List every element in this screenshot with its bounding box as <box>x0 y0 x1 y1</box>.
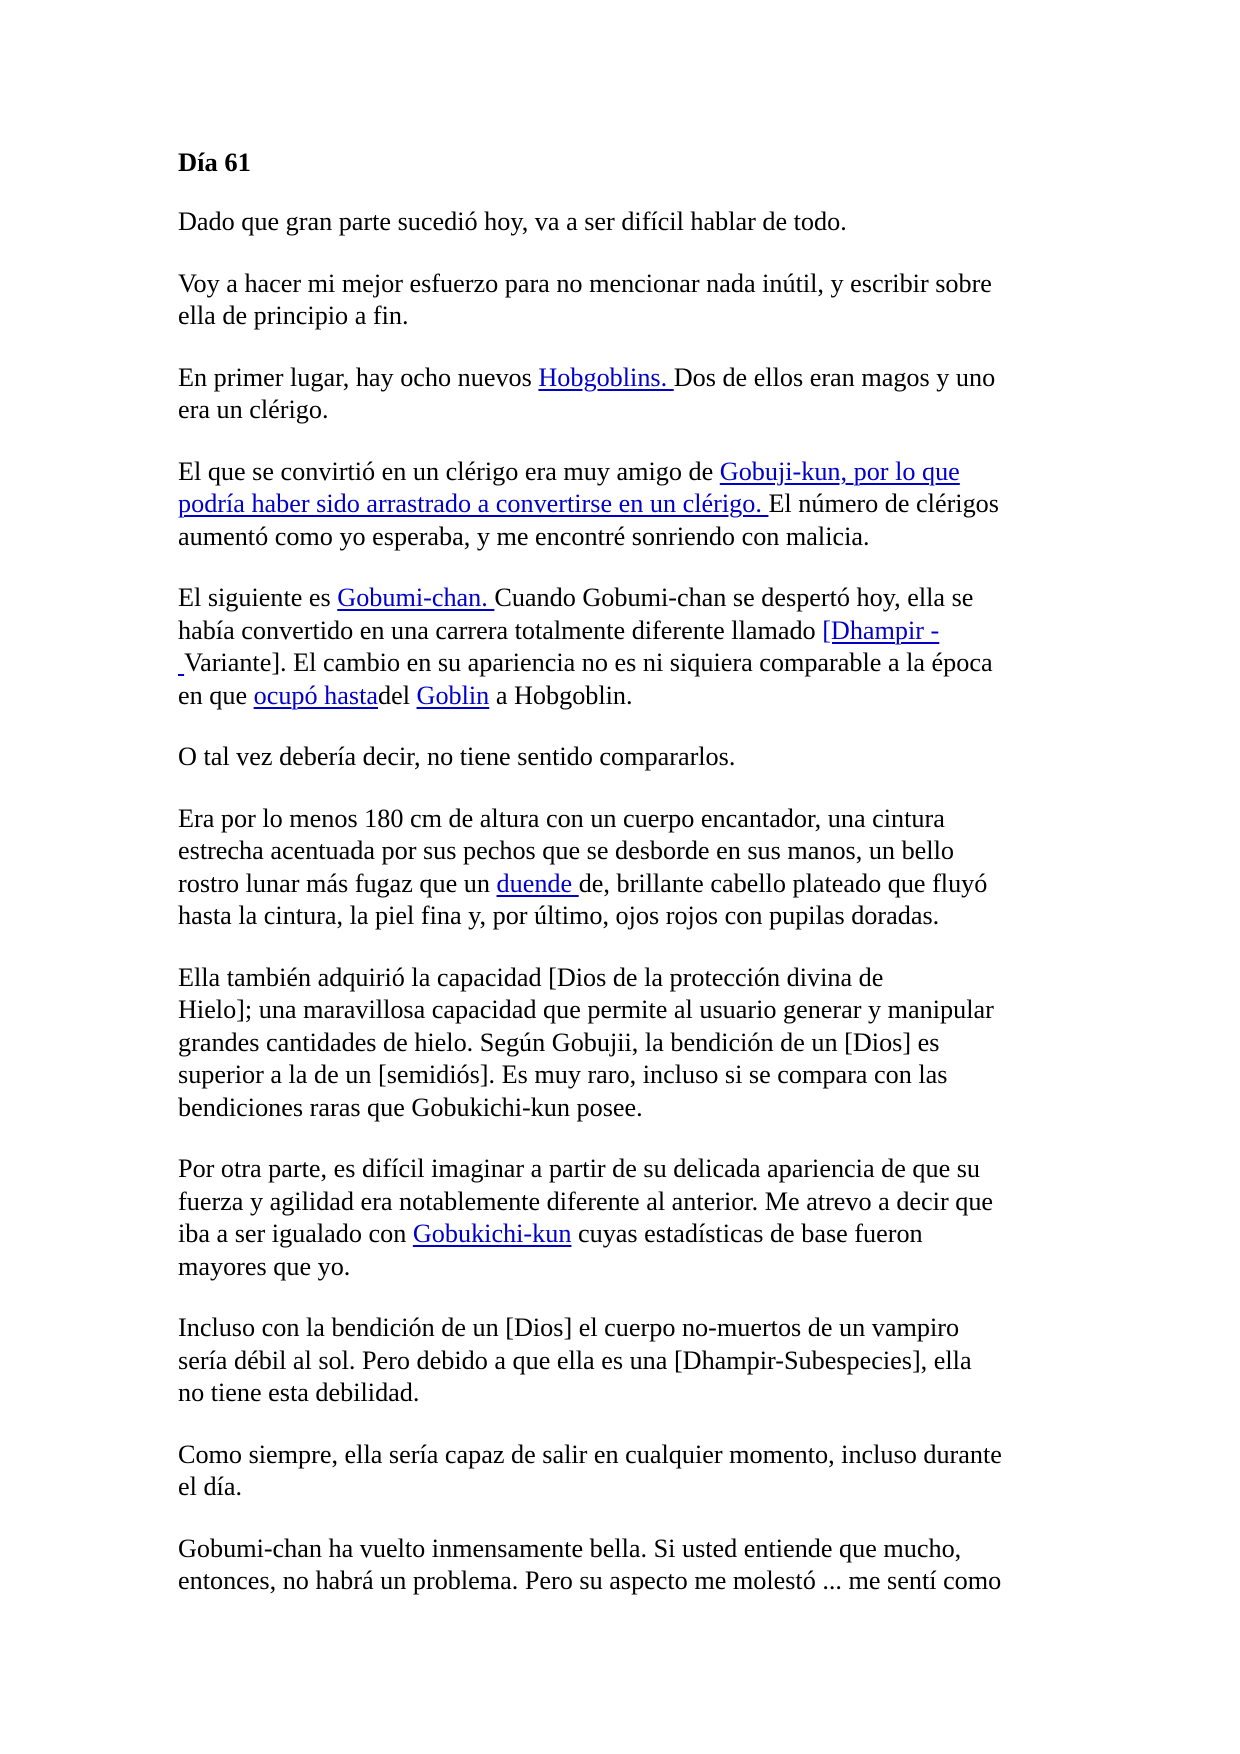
paragraph-text: Como siempre, ella sería capaz de salir en cualquier momento, incluso durante <box>178 1439 1002 1469</box>
paragraph-text: superior a la de un [semidiós]. Es muy raro, incluso si se compara con las <box>178 1060 948 1089</box>
paragraph-text: mayores que yo. <box>178 1251 351 1281</box>
paragraph-7 <box>178 803 1078 933</box>
link-gobukichi-kun[interactable]: Gobukichi-kun <box>412 1219 572 1248</box>
paragraph-text: Gobumi-chan ha vuelto inmensamente bella. Si usted entiende que mucho, <box>178 1533 962 1563</box>
paragraph-1 <box>178 206 1078 239</box>
link-gobuji-kun[interactable]: Gobuji-kun, por lo que <box>719 456 960 486</box>
paragraph-text: grandes cantidades de hielo. Según Gobujii, la bendición de un [Dios] es <box>178 1027 940 1057</box>
paragraph-text: ella de principio a fin. <box>178 301 409 330</box>
paragraph-text: en que <box>178 680 254 710</box>
paragraph-10 <box>178 1312 1078 1410</box>
paragraph-text: Cuando Gobumi-chan se despertó hoy, ella se <box>494 583 974 612</box>
paragraph-text: Por otra parte, es difícil imaginar a partir de su delicada apariencia de que su <box>178 1154 981 1183</box>
paragraph-text: Era por lo menos 180 cm de altura con un cuerpo encantador, una cintura <box>178 803 945 833</box>
link-gobuji-kun-continued[interactable]: podría haber sido arrastrado a convertirse en un clérigo. <box>178 489 769 518</box>
link-goblin[interactable]: Goblin <box>416 680 490 710</box>
paragraph-text: Voy a hacer mi mejor esfuerzo para no mencionar nada inútil, y escribir sobre <box>178 268 992 298</box>
paragraph-text: Variante]. El cambio en su apariencia no es ni siquiera comparable a la época <box>184 648 993 677</box>
paragraph-text: estrecha acentuada por sus pechos que se desborde en sus manos, un bello <box>178 836 954 865</box>
link-ocupo-hasta[interactable]: ocupó hasta <box>253 680 378 710</box>
paragraph-5 <box>178 582 1078 712</box>
chapter-title: Día 61 <box>178 147 251 177</box>
paragraph-text: sería débil al sol. Pero debido a que ella es una [Dhampir-Subespecies], ella <box>178 1345 972 1375</box>
paragraph-text: Hielo]; una maravillosa capacidad que permite al usuario generar y manipular <box>178 995 994 1024</box>
link-duende[interactable]: duende <box>496 868 579 898</box>
paragraph-text: El que se convirtió en un clérigo era muy amigo de <box>178 456 720 486</box>
paragraph-text: El número de clérigos <box>768 489 999 518</box>
paragraph-text: Incluso con la bendición de un [Dios] el cuerpo no-muertos de un vampiro <box>178 1313 960 1342</box>
paragraph-6 <box>178 741 1078 774</box>
paragraph-text: aumentó como yo esperaba, y me encontré sonriendo con malicia. <box>178 521 870 551</box>
paragraph-text: rostro lunar más fugaz que un <box>178 868 497 898</box>
paragraph-3 <box>178 362 1078 427</box>
paragraph-text: el día. <box>178 1472 242 1501</box>
paragraph-text: de, brillante cabello plateado que fluyó <box>578 868 988 898</box>
paragraph-text: no tiene esta debilidad. <box>178 1378 420 1407</box>
paragraph-text: Dado que gran parte sucedió hoy, va a ser difícil hablar de todo. <box>178 207 847 236</box>
link-gobumi-chan[interactable]: Gobumi-chan. <box>337 583 495 612</box>
paragraph-text: entonces, no habrá un problema. Pero su aspecto me molestó ... me sentí como <box>178 1566 1002 1595</box>
paragraph-text: fuerza y agilidad era notablemente diferente al anterior. Me atrevo a decir que <box>178 1186 994 1216</box>
paragraph-11 <box>178 1439 1078 1504</box>
document-page <box>178 146 1078 1627</box>
paragraph-text: a Hobgoblin. <box>489 680 633 710</box>
paragraph-9 <box>178 1153 1078 1283</box>
paragraph-text: cuyas estadísticas de base fueron <box>571 1219 923 1248</box>
paragraph-text: era un clérigo. <box>178 395 329 424</box>
link-hobgoblins[interactable]: Hobgoblins. <box>538 362 674 392</box>
paragraph-text: En primer lugar, hay ocho nuevos <box>178 362 539 392</box>
paragraph-2 <box>178 268 1078 333</box>
paragraph-text: El siguiente es <box>178 583 338 612</box>
paragraph-12 <box>178 1533 1078 1598</box>
paragraph-text: O tal vez debería decir, no tiene sentido compararlos. <box>178 742 736 771</box>
link-dhampir[interactable]: [Dhampir - <box>822 615 940 645</box>
paragraph-8 <box>178 962 1078 1125</box>
paragraph-text: había convertido en una carrera totalmente diferente llamado <box>178 615 823 645</box>
paragraph-text: bendiciones raras que Gobukichi-kun posee. <box>178 1092 643 1122</box>
paragraph-text: del <box>377 680 417 710</box>
paragraph-text: iba a ser igualado con <box>178 1219 413 1248</box>
paragraph-text: hasta la cintura, la piel fina y, por último, ojos rojos con pupilas doradas. <box>178 901 940 930</box>
paragraph-4 <box>178 456 1078 554</box>
paragraph-text: Ella también adquirió la capacidad [Dios de la protección divina de <box>178 962 884 992</box>
paragraph-text: Dos de ellos eran magos y uno <box>673 362 996 392</box>
